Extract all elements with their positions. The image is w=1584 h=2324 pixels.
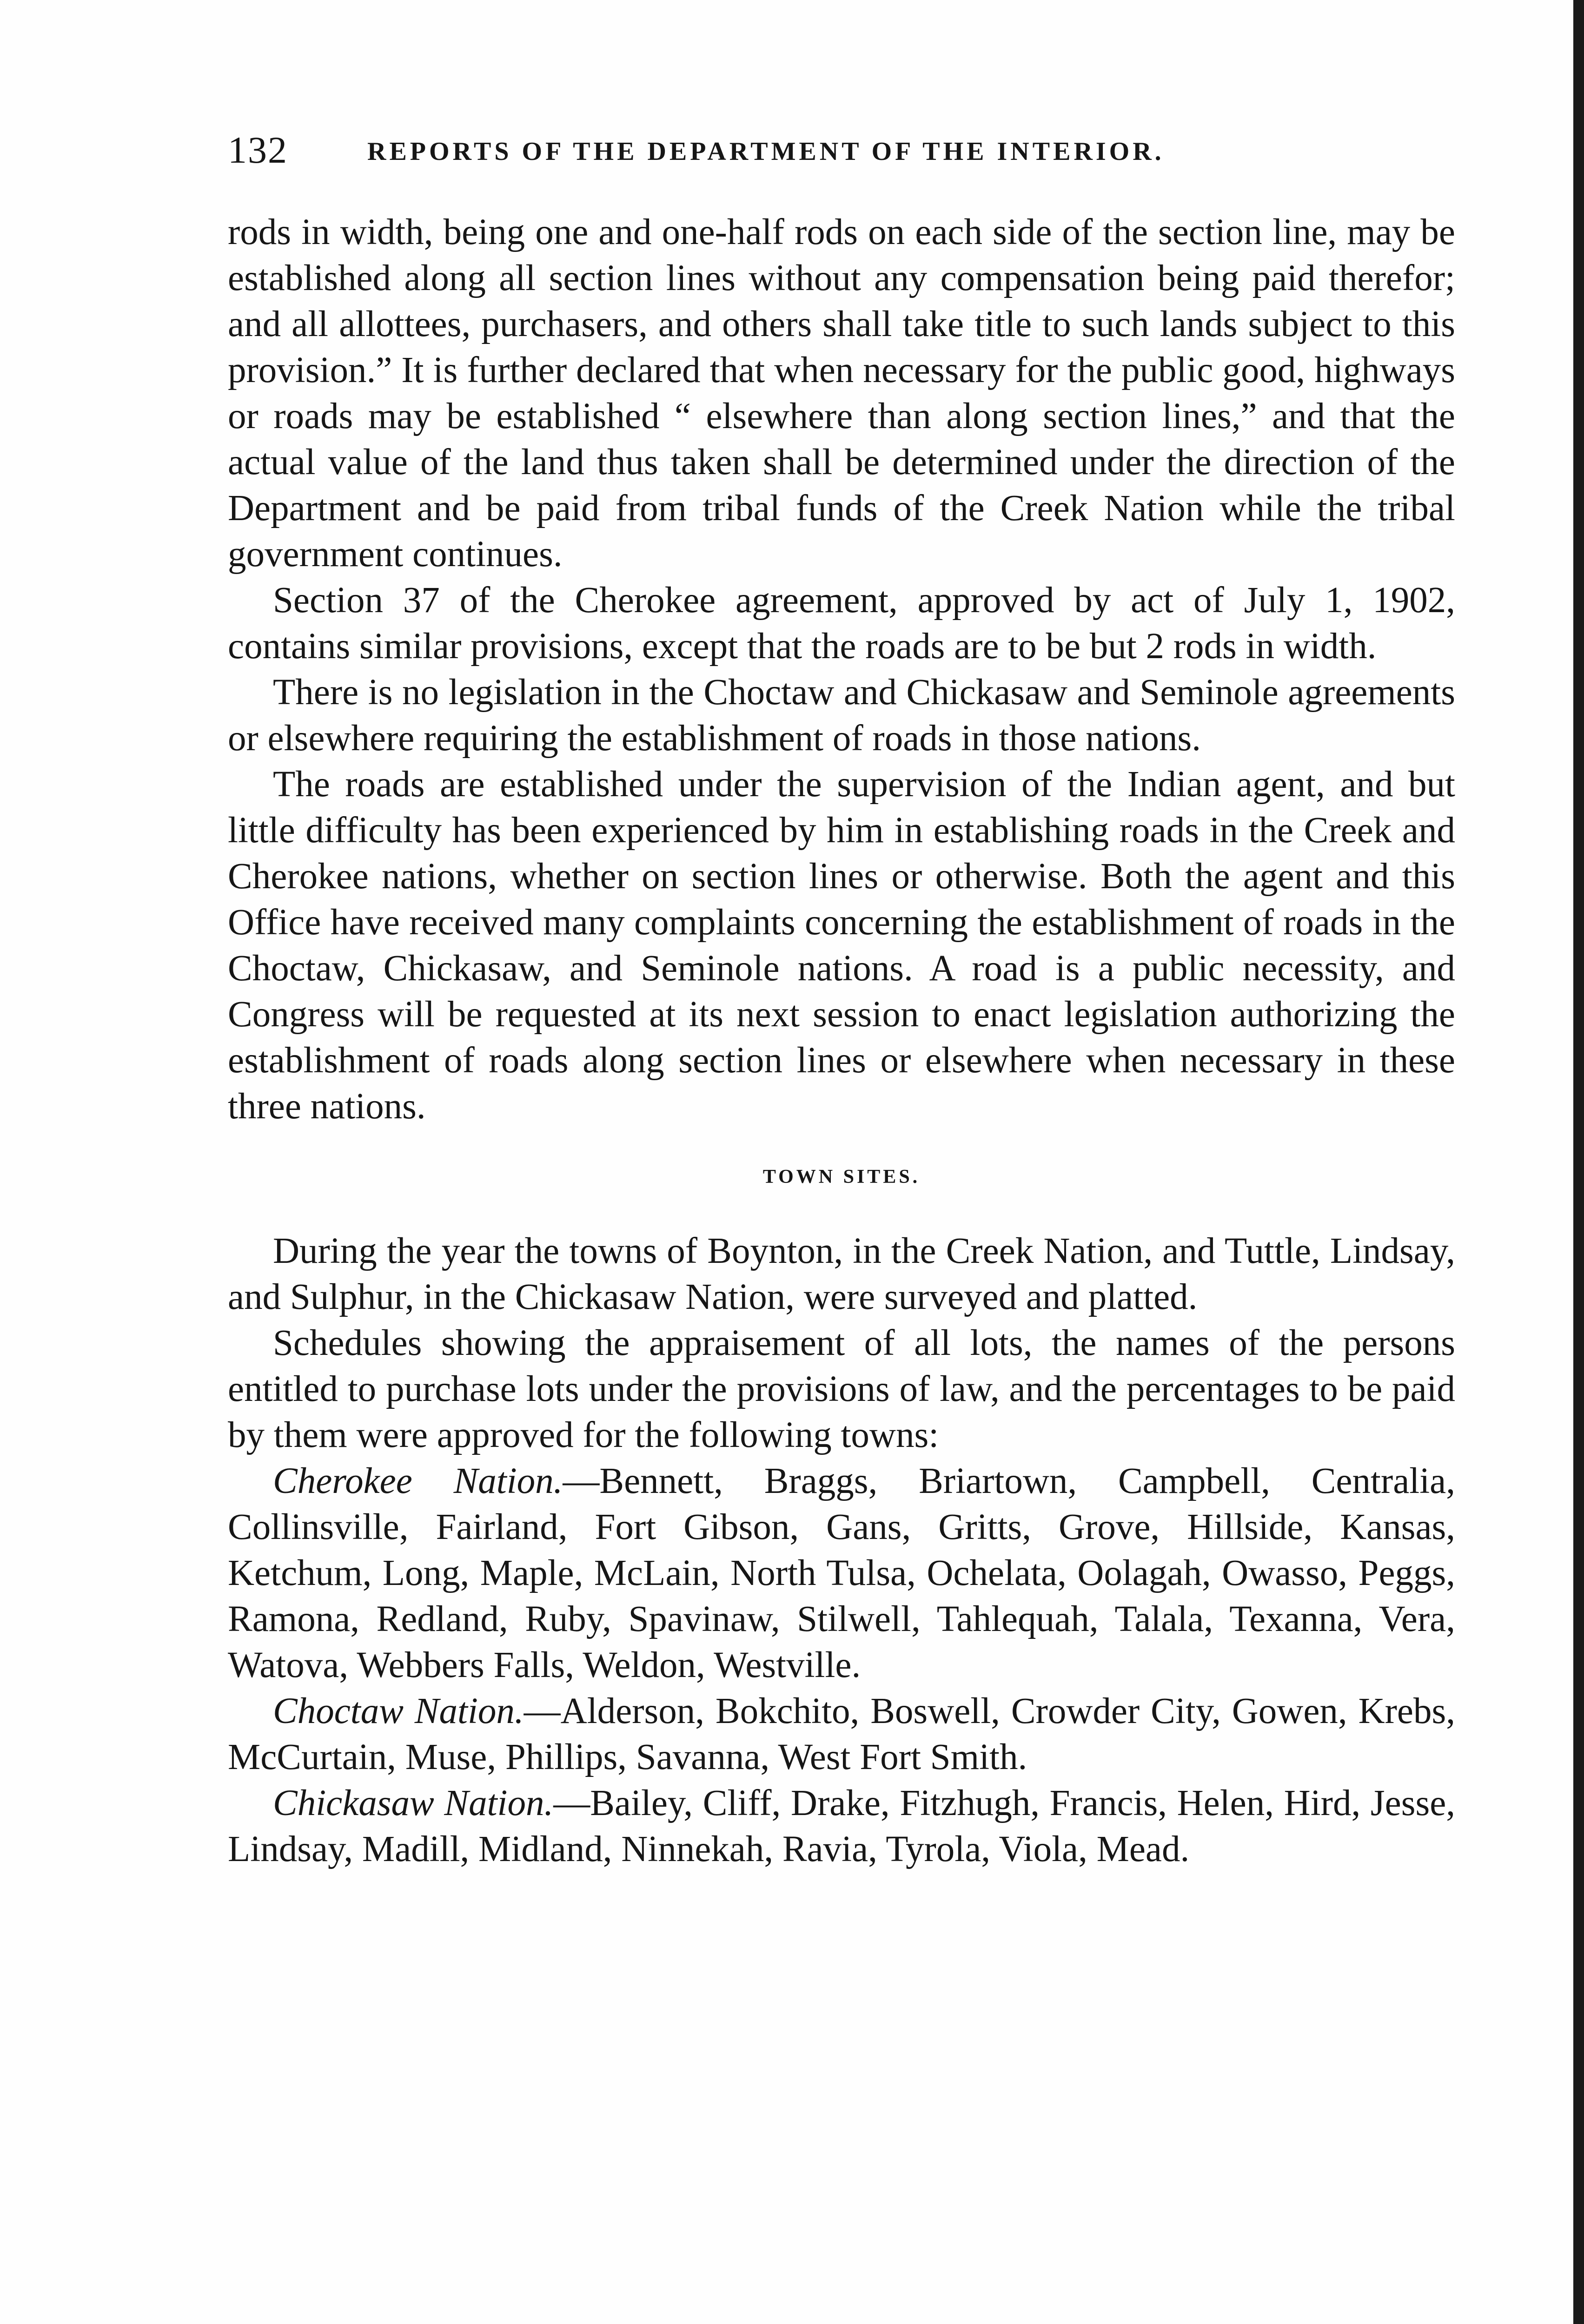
page-header xyxy=(228,125,1455,176)
nation-label-choctaw: Choctaw Nation. xyxy=(273,1691,524,1731)
paragraph-roads-continued: rods in width, being one and one-half rods on each side of the section line, may be established along all section lines without any compensation being paid therefor; and all allottees, purchasers, and others shall take title to such lands subject to this provision.” It is further declared that when necessary for the public good, highways or roads may be established “ elsewhere than along section lines,” and that the actual value of the land thus taken shall be determined under the direction of the Department and be paid from tribal funds of the Creek Nation while the tribal government continues. xyxy=(228,212,1455,574)
paragraph-schedules: Schedules showing the appraisement of all lots, the names of the persons entitled to purchase lots under the provisions of law, and the percentages to be paid by them were approved for the following towns: xyxy=(228,1323,1455,1455)
paragraph-towns-surveyed: During the year the towns of Boynton, in the Creek Nation, and Tuttle, Lindsay, and Sulphur, in the Chickasaw Nation, were surveyed and platted. xyxy=(228,1231,1455,1317)
town-list-chickasaw: —Bailey, Cliff, Drake, Fitzhugh, Francis, Helen, Hird, Jesse, Lindsay, Madill, Midland, Ninnekah, Ravia, Tyrola, Viola, Mead. xyxy=(228,1783,1456,1869)
paragraph-chickasaw-towns xyxy=(228,1780,1455,1872)
paragraph-no-legislation: There is no legislation in the Choctaw and Chickasaw and Seminole agreements or elsewhere requiring the establishment of roads in those nations. xyxy=(228,672,1455,759)
town-list-cherokee: —Bennett, Braggs, Briartown, Campbell, Centralia, Collinsville, Fairland, Fort Gibson, Gans, Gritts, Grove, Hillside, Kansas, Ketchum, Long, Maple, McLain, North Tulsa, Ochelata, Oolagah, Owasso, Peggs, Ramona, Redland, Ruby, Spavinaw, Stilwell, Tahlequah, Talala, Texanna, Vera, Watova, Webbers Falls, Weldon, Westville. xyxy=(228,1461,1455,1685)
paragraph-cherokee-agreement: Section 37 of the Cherokee agreement, approved by act of July 1, 1902, contains similar provisions, except that the roads are to be but 2 rods in width. xyxy=(228,580,1455,667)
paragraph-cherokee-towns xyxy=(228,1458,1455,1688)
paragraph-choctaw-towns xyxy=(228,1688,1455,1780)
body-text xyxy=(228,209,1455,1872)
page-number: 132 xyxy=(228,129,288,171)
paragraph-roads-supervision: The roads are established under the supervision of the Indian agent, and but little difficulty has been experienced by him in establishing roads in the Creek and Cherokee nations, whether on section lines or otherwise. Both the agent and this Office have received many complaints concerning the establishment of roads in the Choctaw, Chickasaw, and Seminole nations. A road is a public necessity, and Congress will be requested at its next session to enact legislation authorizing the establishment of roads along section lines or elsewhere when necessary in these three nations. xyxy=(228,764,1455,1127)
scan-edge-right xyxy=(1573,0,1584,2324)
nation-label-chickasaw: Chickasaw Nation. xyxy=(273,1783,554,1823)
town-list-choctaw: —Alderson, Bokchito, Boswell, Crowder City, Gowen, Krebs, McCurtain, Muse, Phillips, Savanna, West Fort Smith. xyxy=(228,1691,1455,1777)
running-title: REPORTS OF THE DEPARTMENT OF THE INTERIOR. xyxy=(367,137,1165,166)
nation-label-cherokee: Cherokee Nation. xyxy=(273,1461,563,1501)
section-heading-town-sites: TOWN SITES. xyxy=(762,1166,921,1188)
